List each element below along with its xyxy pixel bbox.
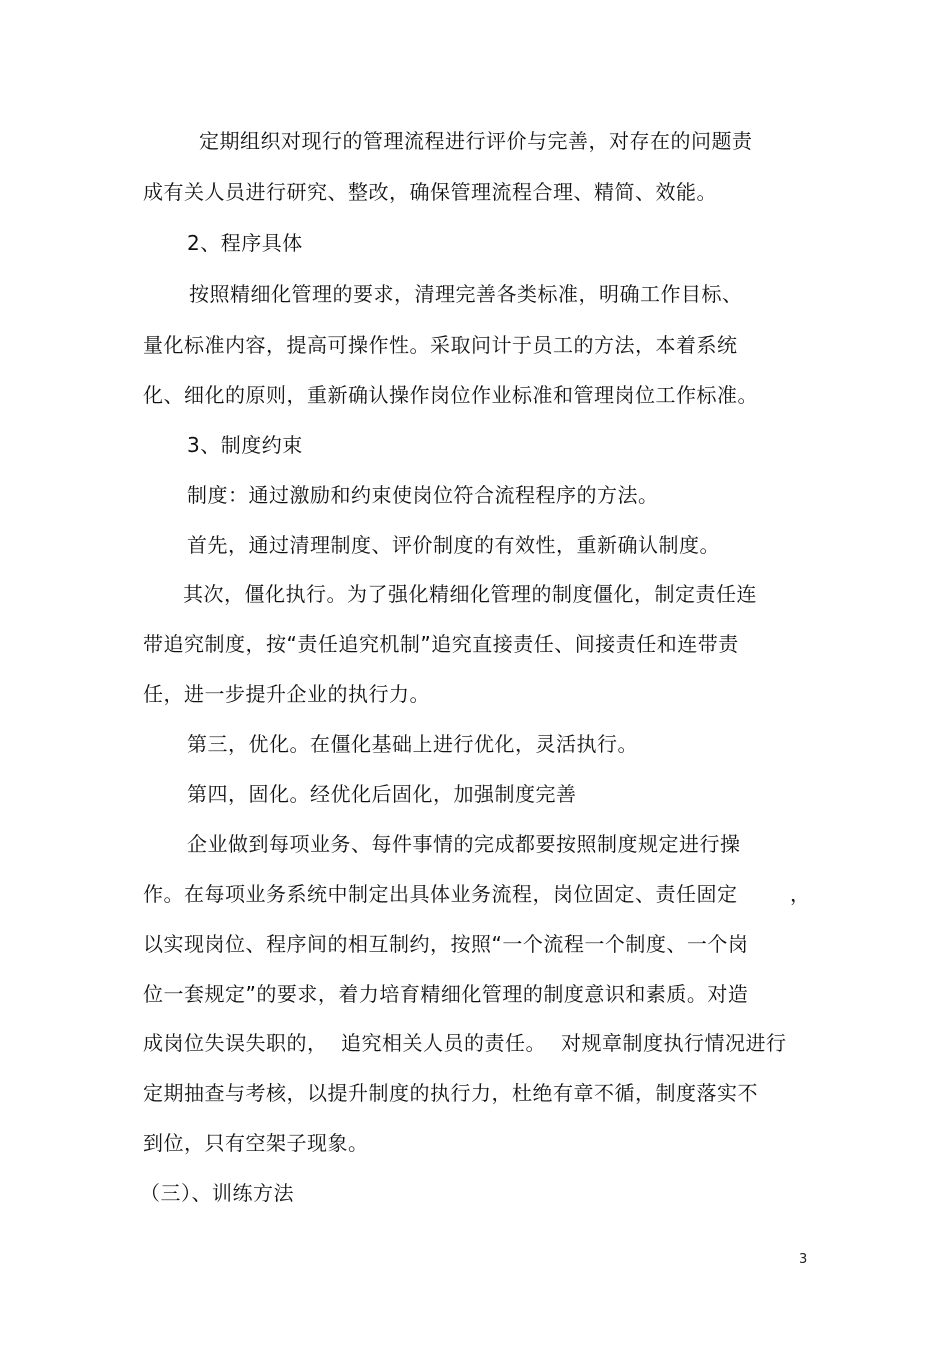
paragraph-line: 企业做到每项业务、每件事情的完成都要按照制度规定进行操: [187, 832, 741, 856]
paragraph-line: 以实现岗位、程序间的相互制约，按照“一个流程一个制度、一个岗: [143, 932, 749, 956]
paragraph-line: 任，进一步提升企业的执行力。: [143, 682, 430, 706]
paragraph-line: 成岗位失误失职的，: [143, 1031, 328, 1055]
page-number: 3: [799, 1252, 808, 1267]
paragraph-line: 定期抽查与考核，以提升制度的执行力，杜绝有章不循，制度落实不: [143, 1081, 758, 1105]
section-heading: 3、制度约束: [187, 433, 303, 457]
paragraph-line: 追究相关人员的责任。: [341, 1031, 546, 1055]
trailing-comma: ，: [790, 882, 811, 906]
paragraph-line: 带追究制度，按“责任追究机制”追究直接责任、间接责任和连带责: [143, 632, 739, 656]
paragraph-line: 其次，僵化执行。为了强化精细化管理的制度僵化，制定责任连: [183, 582, 757, 606]
section-heading: （三）、训练方法: [140, 1181, 294, 1205]
paragraph-line: 成有关人员进行研究、整改，确保管理流程合理、精简、效能。: [143, 180, 717, 204]
paragraph-line: 量化标准内容，提高可操作性。采取问计于员工的方法，本着系统: [143, 333, 738, 357]
paragraph-line: 到位，只有空架子现象。: [143, 1131, 369, 1155]
paragraph-line: 首先，通过清理制度、评价制度的有效性，重新确认制度。: [187, 533, 720, 557]
paragraph-line: 定期组织对现行的管理流程进行评价与完善，对存在的问题责: [199, 129, 753, 153]
paragraph-line: 对规章制度执行情况进行: [561, 1031, 787, 1055]
paragraph-line: 按照精细化管理的要求，清理完善各类标准，明确工作目标、: [189, 282, 743, 306]
paragraph-line: 化、细化的原则，重新确认操作岗位作业标准和管理岗位工作标准。: [143, 383, 758, 407]
paragraph-line: 第四，固化。经优化后固化，加强制度完善: [187, 782, 577, 806]
paragraph-line: 作。在每项业务系统中制定出具体业务流程，岗位固定、责任固定: [143, 882, 738, 906]
paragraph-line: 第三，优化。在僵化基础上进行优化，灵活执行。: [187, 732, 638, 756]
section-heading: 2、程序具体: [187, 231, 303, 255]
paragraph-line: 位一套规定”的要求，着力培育精细化管理的制度意识和素质。对造: [143, 982, 749, 1006]
paragraph-line: 制度：通过激励和约束使岗位符合流程程序的方法。: [187, 483, 659, 507]
